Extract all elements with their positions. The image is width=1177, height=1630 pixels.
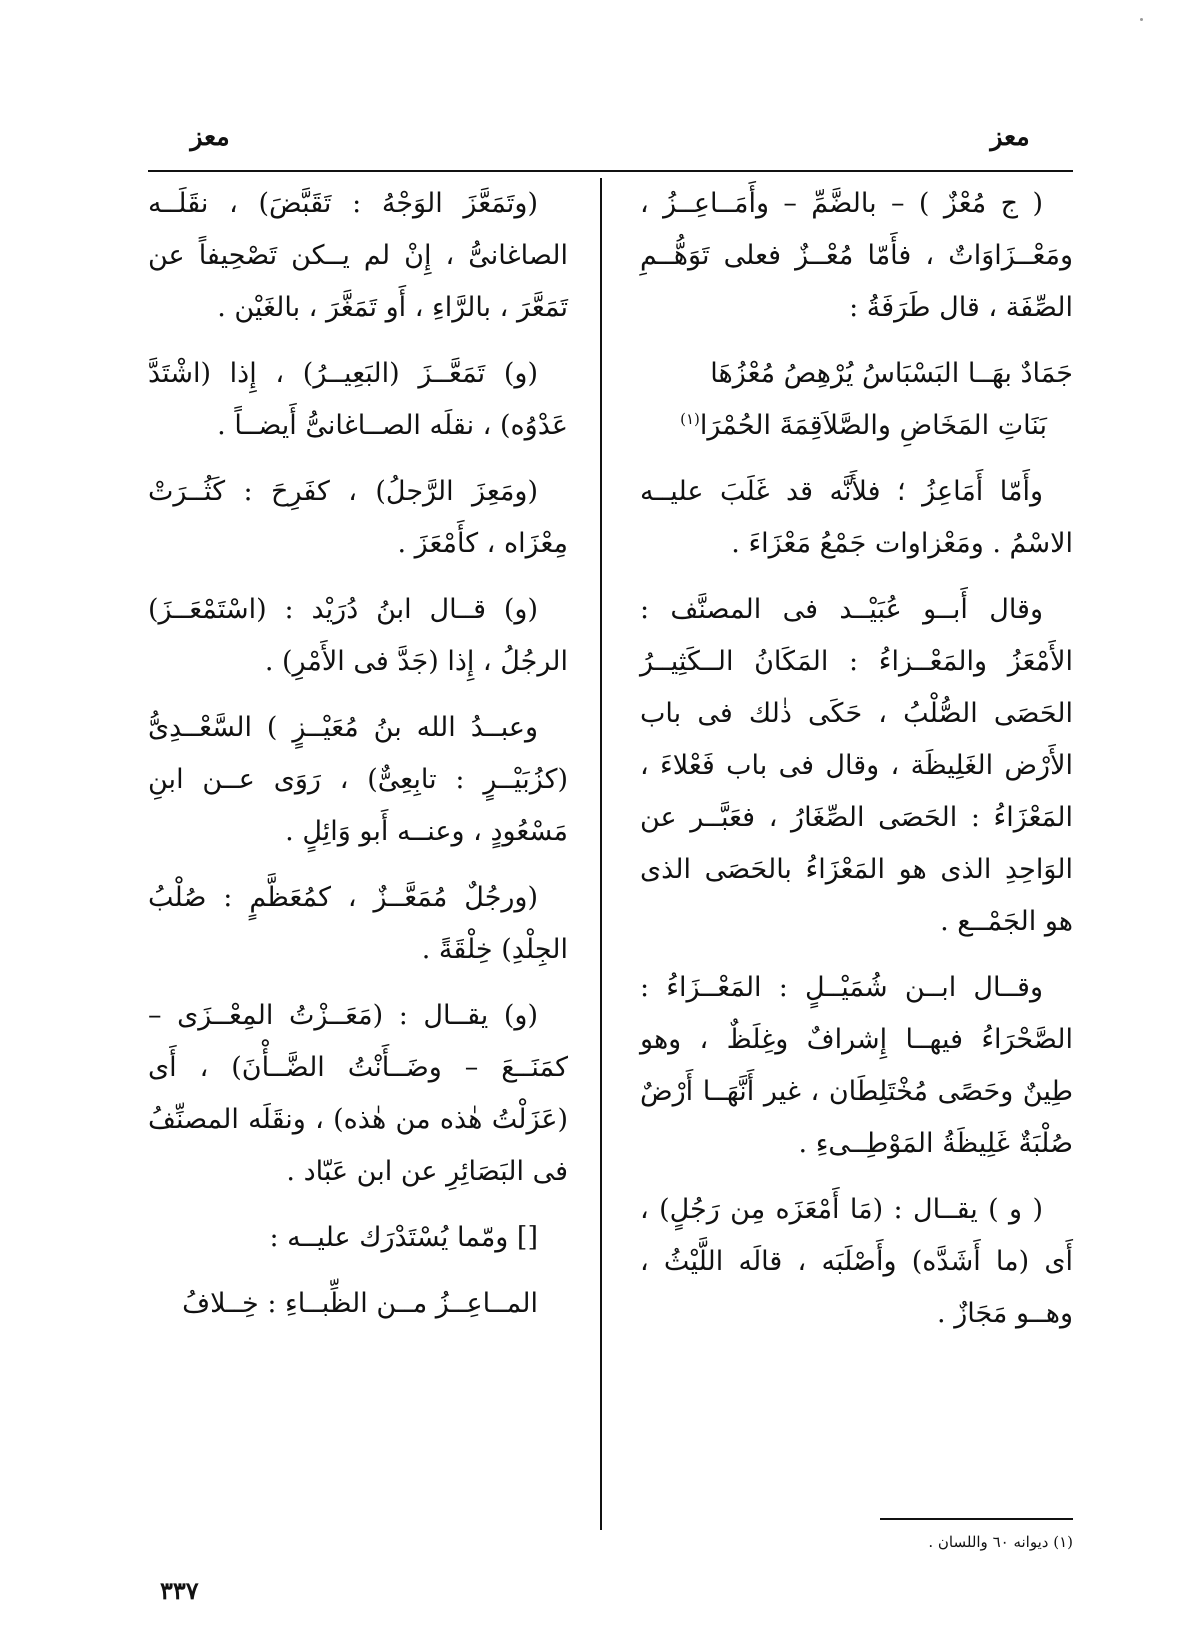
left-column	[148, 178, 568, 1344]
verse-line-2-text: بَنَاتِ المَخَاضِ والصَّلاَقِمَةَ الحُمْرَا	[699, 410, 1047, 441]
scan-speck	[1140, 18, 1143, 21]
running-header-right: معز	[990, 122, 1030, 151]
entry-mumaaz: (ورجُلٌ مُمَعَّــزٌ ، كمُعَظَّمٍ : صُلْبُ الجِلْدِ) خِلْقَةً .	[148, 882, 568, 965]
header-rule	[148, 170, 1073, 172]
entry-abu-ubaid: وقال أَبــو عُبَيْــد فى المصنَّف : الأَمْعَزُ والمَعْــزاءُ : المَكَانُ الــكَثِيــرُ الحَصَى الصُّلْبُ ، حَكَى ذٰلك فى باب الأَرْض الغَلِيظَة ، وقال فى باب فَعْلاءَ ، المَعْزَاءُ : الحَصَى الصِّغَارُ ، فعَبَّــر عن الوَاحِدِ الذى هو المَعْزَاءُ بالحَصَى الذى هو الجَمْــع .	[640, 594, 1073, 937]
entry-ma-amazahu: ( و ) يقــال : (مَا أَمْعَزَه مِن رَجُلٍ) ، أَى (ما أَشَدَّه) وأَصْلَبَه ، قالَه اللَّيْثُ ، وهــو مَجَازٌ .	[640, 1194, 1073, 1329]
entry-amaiz: وأَمّا أَمَاعِزُ ؛ فلأَنَّه قد غَلَبَ عليــه الاسْمُ . ومَعْزاوات جَمْعُ مَعْزَاءَ .	[640, 476, 1073, 559]
page-number: ٣٣٧	[160, 1576, 199, 1605]
entry-maiz-gazelle: المــاعِــزُ مــن الظِّبــاءِ : خِــلافُ	[182, 1288, 538, 1319]
running-header-left: معز	[190, 122, 230, 151]
verse-line-1: جَمَادٌ بهَــا البَسْبَاسُ يُرْهِصُ مُعْزُهَا	[710, 358, 1073, 389]
entry-maiza: (ومَعِزَ الرَّجلُ) ، كفَرِحَ : كَثُــرَتْ مِعْزَاه ، كأَمْعَزَ .	[148, 476, 568, 559]
entry-tamaaz-camel: (و) تَمَعَّــزَ (البَعِيــرُ) ، إِذا (اشْتَدَّ عَدْوُه) ، نقلَه الصــاغانىُّ أَيضــاً .	[148, 358, 568, 441]
entry-plural-forms: ( ج مُعْزٌ ) – بالضَّمِّ – وأَمَــاعِــزُ ، ومَعْــزَاوَاتٌ ، فأَمّا مُعْــزٌ فعلى تَوَهُّــمِ الصِّفَة ، قال طَرَفَةُ :	[640, 188, 1073, 323]
footnote-rule	[880, 1518, 1073, 1520]
entry-mustadrak: [] ومّما يُسْتَدْرَك عليــه :	[269, 1222, 538, 1253]
right-column	[640, 178, 1073, 1354]
column-divider	[600, 178, 602, 1530]
verse-line-2	[640, 400, 1073, 452]
entry-tamaaz-face: (وتَمَعَّزَ الوَجْهُ : تَقَبَّضَ) ، نقَلَــه الصاغانىُّ ، إِنْ لم يــكن تَصْحِيفاً عن تَمَعَّرَ ، بالرَّاءِ ، أَو تَمَغَّرَ ، بالغَيْن .	[148, 188, 568, 323]
entry-muayz: وعبــدُ الله بنُ مُعَيْــزٍ ) السَّعْــدِىُّ (كزُبَيْــرٍ : تابِعِىٌّ) ، رَوَى عــن ابنِ مَسْعُودٍ ، وعنــه أَبو وَائِلٍ .	[148, 712, 568, 847]
footnote-marker: (١)	[680, 410, 700, 428]
entry-ibn-shumayl: وقــال ابــن شُمَيْــلٍ : المَعْــزَاءُ : الصَّحْرَاءُ فيهــا إِشرافٌ وغِلَظٌ ، وهو طِينٌ وحَصًى مُخْتَلِطَان ، غير أَنَّهَــا أَرْضٌ صُلْبَةٌ غَلِيظَةُ المَوْطِــىءِ .	[640, 972, 1073, 1159]
poetry-verse	[640, 348, 1073, 452]
footnote: (١) ديوانه ٦٠ واللسان .	[928, 1533, 1073, 1551]
entry-maazt: (و) يقــال : (مَعَــزْتُ المِعْــزَى – كمَنَــعَ – وضَــأَنْتُ الضَّــأْنَ) ، أَى (عَزَلْتُ هٰذه من هٰذه) ، ونقَلَه المصنِّفُ فى البَصَائِرِ عن ابن عَبّاد .	[148, 1000, 568, 1187]
entry-istamaaz: (و) قــال ابنُ دُرَيْد : (اسْتَمْعَــزَ) الرجُلُ ، إِذا (جَدَّ فى الأَمْرِ) .	[148, 594, 568, 677]
